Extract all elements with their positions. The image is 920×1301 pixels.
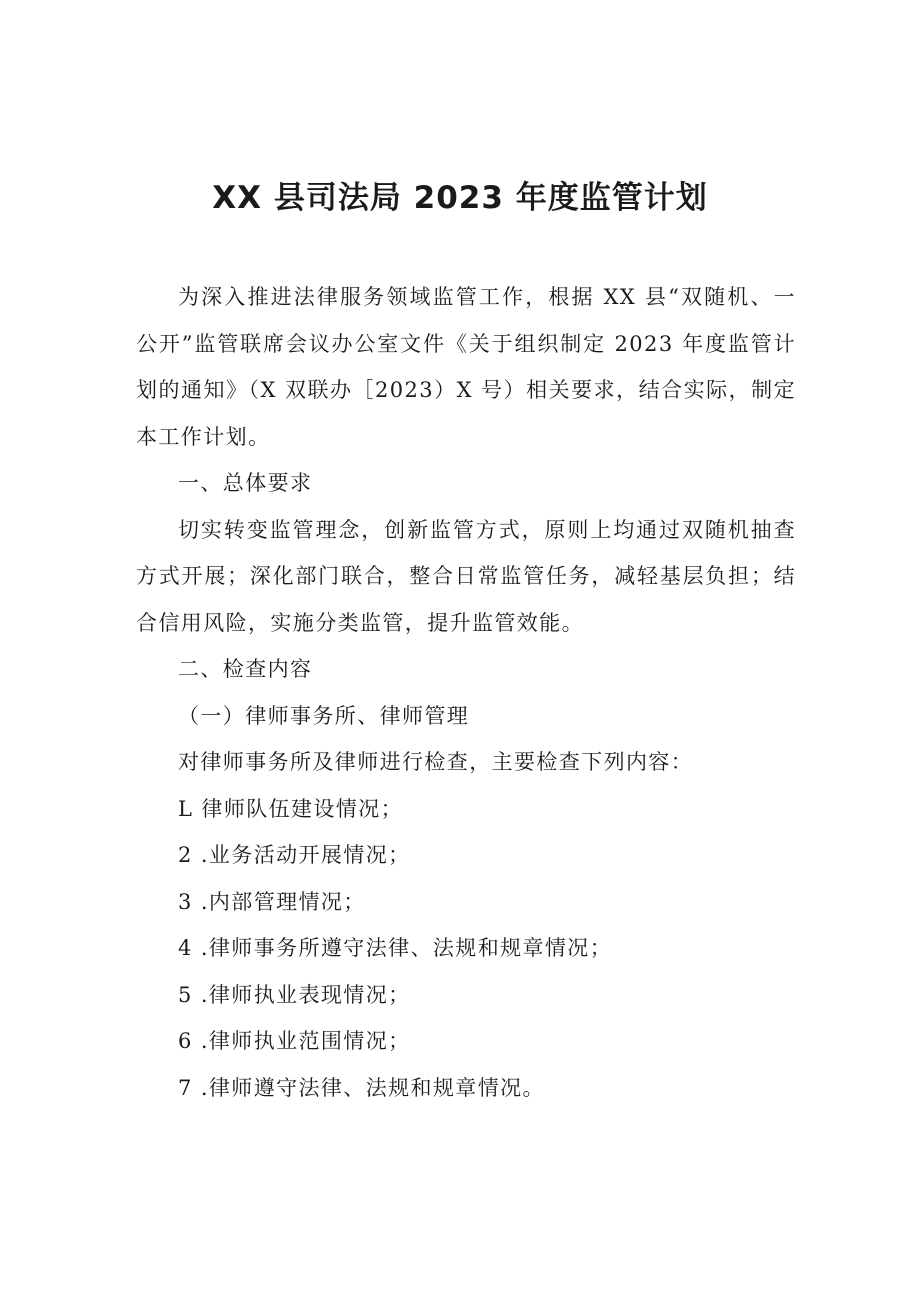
list-item: 7 .律师遵守法律、法规和规章情况。 xyxy=(178,1075,545,1100)
general-requirements-paragraph: 切实转变监管理念，创新监管方式，原则上均通过双随机抽查方式开展；深化部门联合，整合日常监管任务，减轻基层负担；结合信用风险，实施分类监管，提升监管效能。 xyxy=(136,517,796,635)
list-item: 4 .律师事务所遵守法律、法规和规章情况； xyxy=(178,936,613,960)
list-item: 3 .内部管理情况； xyxy=(178,889,366,914)
section-heading-general-requirements: 一、总体要求 xyxy=(178,471,313,495)
list-item: 2 .业务活动开展情况； xyxy=(178,843,411,867)
intro-paragraph: 为深入推进法律服务领域监管工作，根据 XX 县“双随机、一公开”监管联席会议办公室文件《关于组织制定 2023 年度监管计划的通知》（X 双联办［2023）X 号）相关要求，结合实际，制定本工作计划。 xyxy=(136,285,796,449)
list-item: 6 .律师执业范围情况； xyxy=(178,1029,411,1053)
document-title: XX 县司法局 2023 年度监管计划 xyxy=(212,180,708,216)
list-item: 5 .律师执业表现情况； xyxy=(178,982,411,1007)
subsection-heading-law-firms: （一）律师事务所、律师管理 xyxy=(178,703,470,728)
section-heading-inspection-content: 二、检查内容 xyxy=(178,657,313,681)
document-body xyxy=(136,274,796,1111)
list-item: L 律师队伍建设情况； xyxy=(178,796,404,821)
inspection-intro-paragraph: 对律师事务所及律师进行检查，主要检查下列内容： xyxy=(178,750,694,774)
